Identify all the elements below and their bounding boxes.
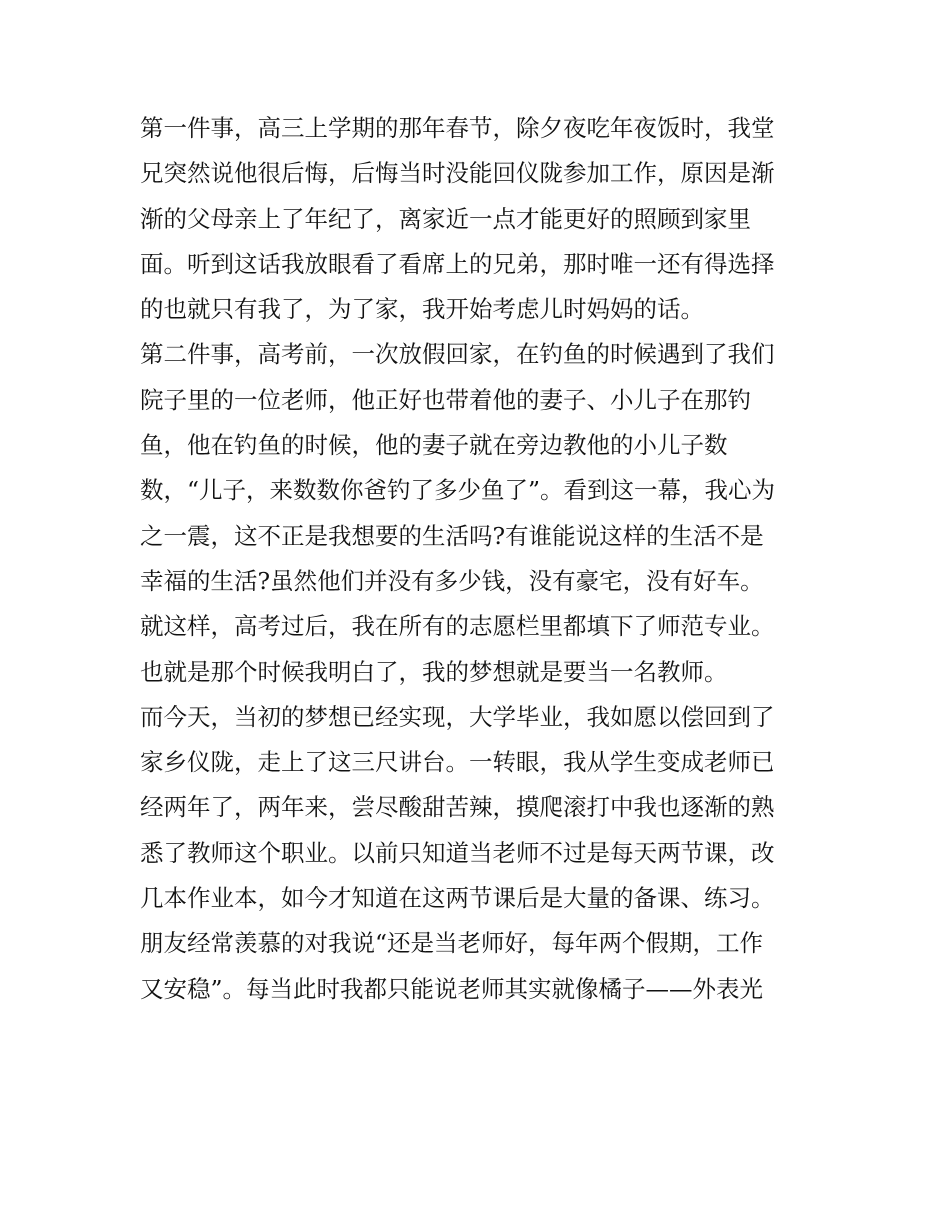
text-line: 也就是那个时候我明白了，我的梦想就是要当一名教师。	[140, 657, 728, 686]
text-line: 而今天，当初的梦想已经实现，大学毕业，我如愿以偿回到了	[140, 702, 775, 731]
text-line: 第二件事，高考前，一次放假回家，在钓鱼的时候遇到了我们	[140, 340, 775, 369]
text-line: 面。听到这话我放眼看了看席上的兄弟，那时唯一还有得选择	[140, 249, 775, 278]
body-text	[140, 106, 820, 1012]
text-line: 鱼，他在钓鱼的时候，他的妻子就在旁边教他的小儿子数	[140, 431, 728, 460]
text-line: 第一件事，高三上学期的那年春节，除夕夜吃年夜饭时，我堂	[140, 114, 775, 142]
text-line: 就这样，高考过后，我在所有的志愿栏里都填下了师范专业。	[140, 612, 775, 641]
text-line: 兄突然说他很后悔，后悔当时没能回仪陇参加工作，原因是渐	[140, 159, 775, 188]
text-line: 悉了教师这个职业。以前只知道当老师不过是每天两节课，改	[140, 838, 775, 867]
text-line: 之一震，这不正是我想要的生活吗?有谁能说这样的生活不是	[140, 521, 764, 550]
text-line: 渐的父母亲上了年纪了，离家近一点才能更好的照顾到家里	[140, 204, 751, 233]
text-line: 朋友经常羡慕的对我说“还是当老师好，每年两个假期，工作	[140, 929, 764, 958]
text-line: 家乡仪陇，走上了这三尺讲台。一转眼，我从学生变成老师已	[140, 748, 775, 777]
text-line: 幸福的生活?虽然他们并没有多少钱，没有豪宅，没有好车。	[140, 566, 764, 595]
text-line: 院子里的一位老师，他正好也带着他的妻子、小儿子在那钓	[140, 385, 751, 414]
text-line: 的也就只有我了，为了家，我开始考虑儿时妈妈的话。	[140, 295, 704, 324]
text-line: 又安稳”。每当此时我都只能说老师其实就像橘子——外表光	[140, 974, 764, 1003]
text-line: 数，“儿子，来数数你爸钓了多少鱼了”。看到这一幕，我心为	[140, 476, 776, 505]
text-line: 经两年了，两年来，尝尽酸甜苦辣，摸爬滚打中我也逐渐的熟	[140, 793, 775, 822]
text-line: 几本作业本，如今才知道在这两节课后是大量的备课、练习。	[140, 884, 775, 913]
